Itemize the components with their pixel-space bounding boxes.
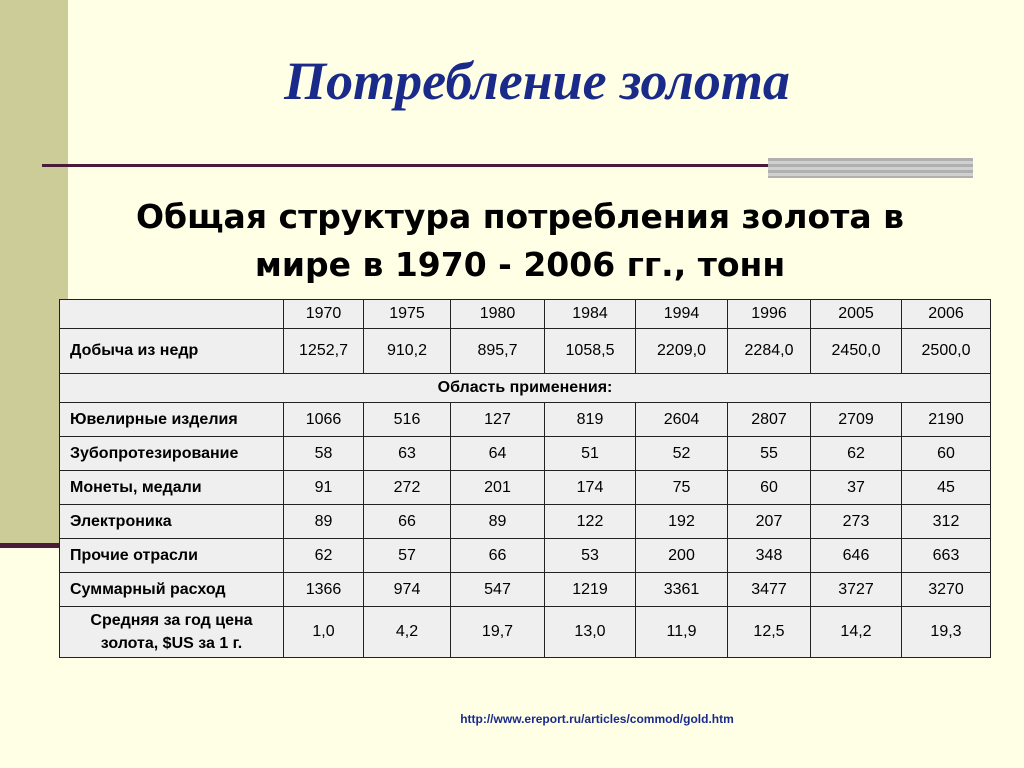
value-cell: 14,2 bbox=[811, 607, 902, 658]
usage-row bbox=[60, 437, 991, 471]
year-cell: 1980 bbox=[451, 300, 545, 329]
value-cell: 37 bbox=[811, 471, 902, 505]
value-cell: 45 bbox=[902, 471, 991, 505]
value-cell: 60 bbox=[902, 437, 991, 471]
value-cell: 127 bbox=[451, 403, 545, 437]
value-cell: 174 bbox=[545, 471, 636, 505]
year-cell: 1984 bbox=[545, 300, 636, 329]
value-cell: 1366 bbox=[284, 573, 364, 607]
row-label: Электроника bbox=[60, 505, 284, 539]
table-body bbox=[60, 300, 991, 658]
price-label-line-2: золота, $US за 1 г. bbox=[100, 635, 243, 652]
divider-block bbox=[768, 158, 973, 178]
value-cell: 57 bbox=[364, 539, 451, 573]
value-cell: 1058,5 bbox=[545, 329, 636, 374]
value-cell: 192 bbox=[636, 505, 728, 539]
value-cell: 2807 bbox=[728, 403, 811, 437]
value-cell: 52 bbox=[636, 437, 728, 471]
value-cell: 66 bbox=[451, 539, 545, 573]
value-cell: 4,2 bbox=[364, 607, 451, 658]
value-cell: 2500,0 bbox=[902, 329, 991, 374]
row-label bbox=[60, 607, 284, 658]
section-label: Область применения: bbox=[60, 374, 991, 403]
value-cell: 11,9 bbox=[636, 607, 728, 658]
value-cell: 89 bbox=[451, 505, 545, 539]
value-cell: 3477 bbox=[728, 573, 811, 607]
price-label-line-1: Средняя за год цена bbox=[90, 612, 253, 629]
value-cell: 312 bbox=[902, 505, 991, 539]
source-link[interactable]: http://www.ereport.ru/articles/commod/gold.htm bbox=[460, 712, 734, 726]
row-label: Прочие отрасли bbox=[60, 539, 284, 573]
left-decor-accent bbox=[0, 543, 68, 548]
value-cell: 910,2 bbox=[364, 329, 451, 374]
year-cell: 1970 bbox=[284, 300, 364, 329]
value-cell: 2284,0 bbox=[728, 329, 811, 374]
value-cell: 64 bbox=[451, 437, 545, 471]
usage-row bbox=[60, 403, 991, 437]
value-cell: 201 bbox=[451, 471, 545, 505]
value-cell: 89 bbox=[284, 505, 364, 539]
caption-line-2: мире в 1970 - 2006 гг., тонн bbox=[254, 245, 786, 284]
value-cell: 2450,0 bbox=[811, 329, 902, 374]
value-cell: 19,7 bbox=[451, 607, 545, 658]
value-cell: 75 bbox=[636, 471, 728, 505]
header-corner-cell bbox=[60, 300, 284, 329]
value-cell: 974 bbox=[364, 573, 451, 607]
row-label: Добыча из недр bbox=[60, 329, 284, 374]
value-cell: 663 bbox=[902, 539, 991, 573]
value-cell: 13,0 bbox=[545, 607, 636, 658]
usage-row bbox=[60, 505, 991, 539]
value-cell: 272 bbox=[364, 471, 451, 505]
value-cell: 91 bbox=[284, 471, 364, 505]
table-caption bbox=[60, 193, 980, 289]
value-cell: 547 bbox=[451, 573, 545, 607]
value-cell: 51 bbox=[545, 437, 636, 471]
row-label: Зубопротезирование bbox=[60, 437, 284, 471]
price-row bbox=[60, 607, 991, 658]
value-cell: 53 bbox=[545, 539, 636, 573]
usage-row bbox=[60, 471, 991, 505]
row-label: Суммарный расход bbox=[60, 573, 284, 607]
section-header-row bbox=[60, 374, 991, 403]
year-cell: 2005 bbox=[811, 300, 902, 329]
value-cell: 2209,0 bbox=[636, 329, 728, 374]
value-cell: 3361 bbox=[636, 573, 728, 607]
usage-row bbox=[60, 539, 991, 573]
value-cell: 2709 bbox=[811, 403, 902, 437]
value-cell: 58 bbox=[284, 437, 364, 471]
value-cell: 1252,7 bbox=[284, 329, 364, 374]
value-cell: 1066 bbox=[284, 403, 364, 437]
year-cell: 2006 bbox=[902, 300, 991, 329]
caption-line-1: Общая структура потребления золота в bbox=[135, 197, 904, 236]
value-cell: 200 bbox=[636, 539, 728, 573]
value-cell: 1219 bbox=[545, 573, 636, 607]
row-label: Ювелирные изделия bbox=[60, 403, 284, 437]
mining-row bbox=[60, 329, 991, 374]
value-cell: 646 bbox=[811, 539, 902, 573]
slide-title: Потребление золота bbox=[284, 51, 790, 111]
value-cell: 2190 bbox=[902, 403, 991, 437]
value-cell: 19,3 bbox=[902, 607, 991, 658]
value-cell: 55 bbox=[728, 437, 811, 471]
usage-row bbox=[60, 573, 991, 607]
gold-consumption-table bbox=[59, 299, 991, 658]
value-cell: 516 bbox=[364, 403, 451, 437]
value-cell: 348 bbox=[728, 539, 811, 573]
value-cell: 207 bbox=[728, 505, 811, 539]
value-cell: 819 bbox=[545, 403, 636, 437]
value-cell: 62 bbox=[811, 437, 902, 471]
year-cell: 1994 bbox=[636, 300, 728, 329]
value-cell: 1,0 bbox=[284, 607, 364, 658]
year-header-row bbox=[60, 300, 991, 329]
value-cell: 2604 bbox=[636, 403, 728, 437]
value-cell: 273 bbox=[811, 505, 902, 539]
value-cell: 12,5 bbox=[728, 607, 811, 658]
value-cell: 60 bbox=[728, 471, 811, 505]
value-cell: 895,7 bbox=[451, 329, 545, 374]
title-divider bbox=[42, 164, 768, 167]
value-cell: 66 bbox=[364, 505, 451, 539]
value-cell: 3270 bbox=[902, 573, 991, 607]
value-cell: 63 bbox=[364, 437, 451, 471]
row-label: Монеты, медали bbox=[60, 471, 284, 505]
year-cell: 1996 bbox=[728, 300, 811, 329]
value-cell: 122 bbox=[545, 505, 636, 539]
value-cell: 62 bbox=[284, 539, 364, 573]
value-cell: 3727 bbox=[811, 573, 902, 607]
year-cell: 1975 bbox=[364, 300, 451, 329]
